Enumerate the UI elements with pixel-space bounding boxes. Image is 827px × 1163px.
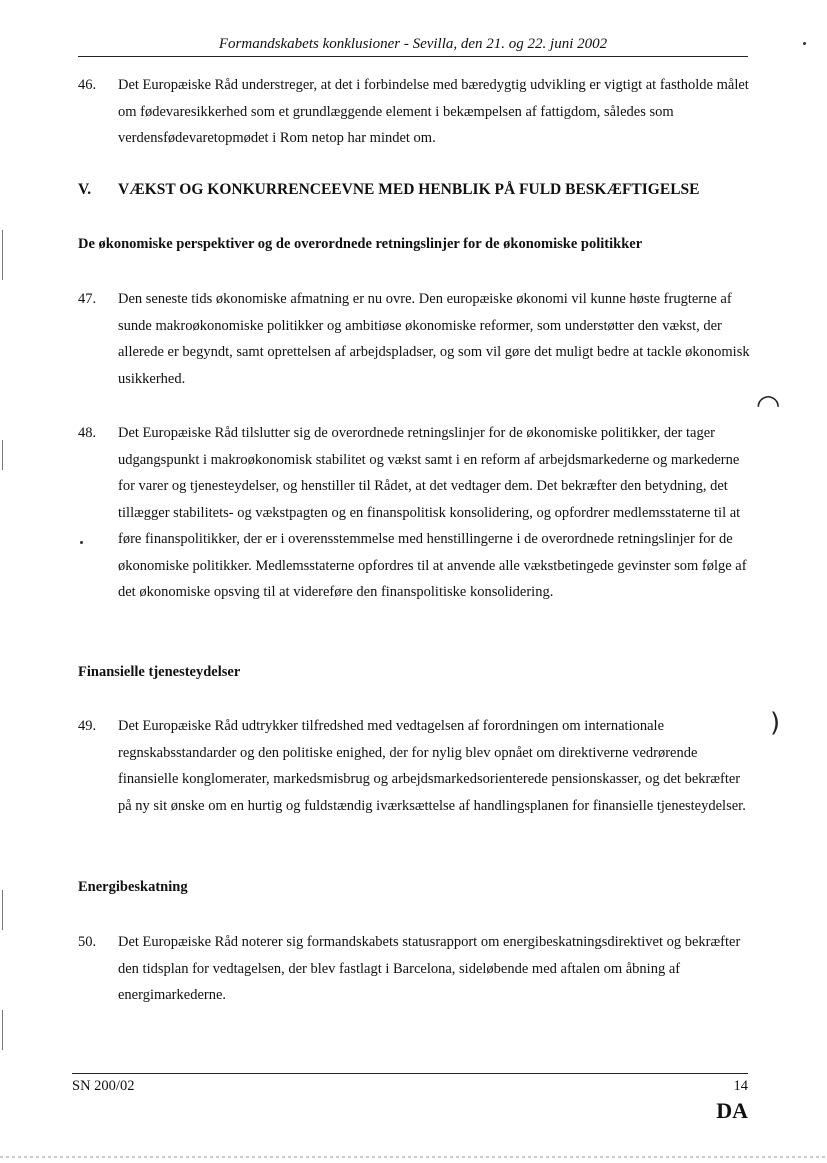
paragraph-number: 49. xyxy=(78,718,97,734)
section-heading-v xyxy=(78,181,750,199)
scan-edge-mark xyxy=(2,890,3,930)
paragraph-text: Den seneste tids økonomiske afmatning er nu ovre. Den europæiske økonomi vil kunne høste frugterne af sunde makroøkonomiske politikker og ambitiøse økonomiske reformer, som understøtter den vækst, der allerede er begyndt, samt oprettelsen af arbejdspladser, og som vil gøre det muligt bedre at tackle økonomisk usikkerhed. xyxy=(118,291,750,387)
punch-hole-mark: ) xyxy=(770,708,781,738)
paragraph-50 xyxy=(78,929,750,1009)
paragraph-text: Det Europæiske Råd noterer sig formandskabets statusrapport om energibeskatningsdirektivet og bekræfter den tidsplan for vedtagelsen, der blev fastlagt i Barcelona, sideløbende med aftalen om åbning af energimarkederne. xyxy=(118,934,741,1003)
subheading-financial: Finansielle tjenesteydelser xyxy=(78,664,241,680)
scan-bottom-edge xyxy=(0,1156,827,1158)
paragraph-number: 50. xyxy=(78,934,97,950)
paragraph-text: Det Europæiske Råd udtrykker tilfredshed med vedtagelsen af forordningen om internationale regnskabsstandarder og den politiske enighed, der for nylig blev opnået om direktiverne vedrørende finansielle konglomerater, markedsmisbrug og arbejdsmarkedsorienterede pensionskasser, og det bekræfter på ny sit ønske om en hurtig og fuldstændig iværksættelse af handlingsplanen for finansielle tjenesteydelser. xyxy=(118,718,746,814)
scan-edge-mark xyxy=(2,230,3,280)
scan-edge-mark xyxy=(2,1010,3,1050)
paragraph-number: 47. xyxy=(78,291,97,307)
paragraph-47 xyxy=(78,286,750,392)
document-reference: SN 200/02 xyxy=(72,1078,135,1094)
paragraph-48 xyxy=(78,420,750,606)
subheading-energy: Energibeskatning xyxy=(78,879,188,895)
section-title: VÆKST OG KONKURRENCEEVNE MED HENBLIK PÅ FULD BESKÆFTIGELSE xyxy=(118,181,700,198)
scan-speck xyxy=(80,541,83,544)
header-rule xyxy=(78,56,748,57)
paragraph-text: Det Europæiske Råd understreger, at det i forbindelse med bæredygtig udvikling er vigtigt at fastholde målet om fødevaresikkerhed som et grundlæggende element i bekæmpelsen af fattigdom, således som verdensfødevaretopmødet i Rom netop har mindet om. xyxy=(118,77,749,146)
page-number: 14 xyxy=(733,1078,748,1094)
subheading-economic: De økonomiske perspektiver og de overordnede retningslinjer for de økonomiske politikker xyxy=(78,236,643,252)
paragraph-text: Det Europæiske Råd tilslutter sig de overordnede retningslinjer for de økonomiske politikker, der tager udgangspunkt i makroøkonomisk stabilitet og vækst samt i en reform af arbejdsmarkederne og markederne for varer og tjenesteydelser, og henstiller til Rådet, at det vedtager dem. Det bekræfter den betydning, det tillægger stabilitets- og vækstpagten og en finanspolitisk konsolidering, og opfordrer medlemsstaterne til at føre finanspolitikker, der er i overensstemmelse med henstillingerne i de overordnede retningslinjer for de økonomiske politikker. Medlemsstaterne opfordres til at anvende alle vækstbetingede gevinster som følge af det økonomiske opsving til at videreføre den finanspolitiske konsolidering. xyxy=(118,425,747,600)
scan-speck xyxy=(803,42,806,45)
section-number: V. xyxy=(78,181,92,198)
footer-rule xyxy=(72,1073,748,1074)
punch-hole-mark: ◠ xyxy=(756,388,781,421)
paragraph-46 xyxy=(78,72,750,152)
scan-edge-mark xyxy=(2,440,3,470)
paragraph-number: 48. xyxy=(78,425,97,441)
paragraph-number: 46. xyxy=(78,77,97,93)
paragraph-49 xyxy=(78,713,750,819)
running-header: Formandskabets konklusioner - Sevilla, den 21. og 22. juni 2002 xyxy=(218,36,608,52)
language-code: DA xyxy=(716,1098,748,1123)
